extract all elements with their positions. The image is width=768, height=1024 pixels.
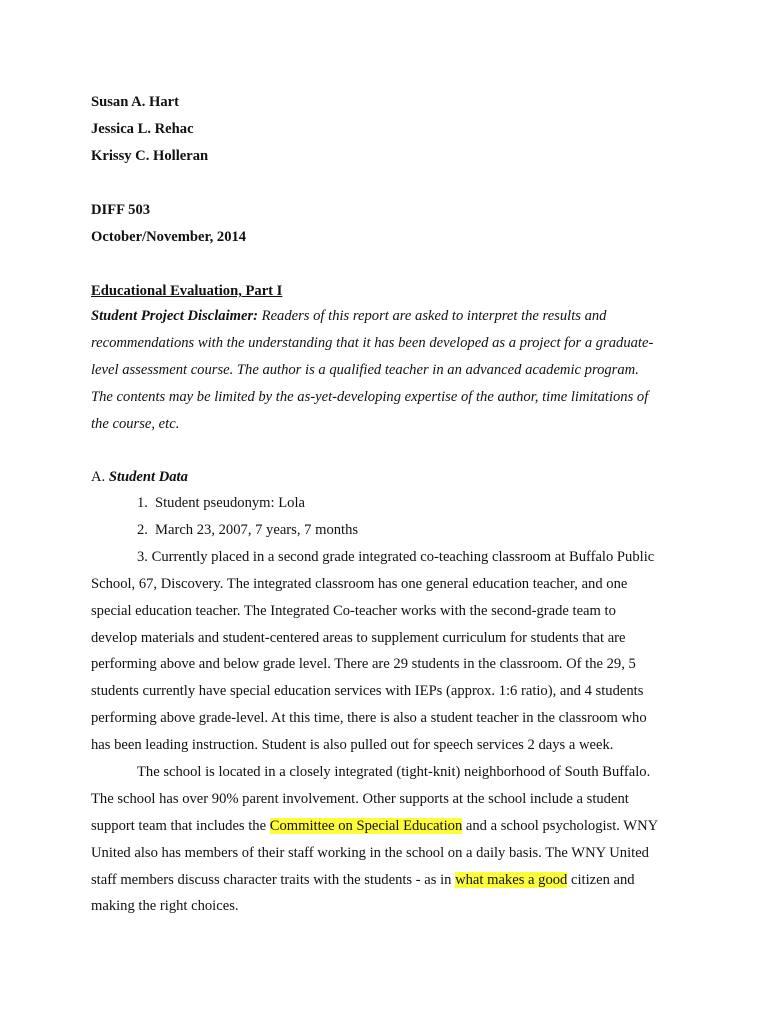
section-a-title: Student Data (108, 469, 188, 485)
report-date: October/November, 2014 (91, 229, 247, 245)
disclaimer-label: Student Project Disclaimer: (91, 308, 259, 324)
highlight-good-citizen: what makes a good (455, 872, 568, 888)
list-item-number: 2. (137, 522, 148, 538)
paragraph-1-line-3: special education teacher. The Integrated Co-teacher works with the second-grade team to (91, 603, 616, 619)
paragraph-2-line-3 (91, 817, 658, 835)
section-title: Educational Evaluation, Part I (91, 283, 283, 299)
list-item-text: March 23, 2007, 7 years, 7 months (155, 522, 359, 538)
disclaimer-text-1: Readers of this report are asked to interpret the results and (258, 308, 607, 324)
paragraph-2-line-1: The school is located in a closely integrated (tight-knit) neighborhood of South Buffalo. (137, 764, 651, 780)
section-a-heading (91, 468, 188, 486)
highlight-committee: Committee on Special Education (269, 818, 463, 834)
disclaimer-line-3: level assessment course. The author is a qualified teacher in an advanced academic program. (91, 362, 639, 378)
paragraph-1-line-8: has been leading instruction. Student is also pulled out for speech services 2 days a week. (91, 737, 614, 753)
paragraph-2-line-5-end: citizen and (567, 872, 635, 888)
list-item (137, 494, 305, 512)
author-2: Jessica L. Rehac (91, 121, 194, 137)
list-item-text: Student pseudonym: Lola (155, 495, 305, 511)
author-3: Krissy C. Holleran (91, 148, 209, 164)
course-code: DIFF 503 (91, 202, 151, 218)
paragraph-2-line-3-start: support team that includes the (91, 818, 270, 834)
paragraph-2-line-2: The school has over 90% parent involvement. Other supports at the school include a student (91, 791, 629, 807)
author-1: Susan A. Hart (91, 94, 179, 110)
disclaimer-line-1 (91, 307, 606, 325)
paragraph-2-line-3-end: and a school psychologist. WNY (462, 818, 659, 834)
disclaimer-line-5: the course, etc. (91, 416, 180, 432)
paragraph-1-line-2: School, 67, Discovery. The integrated classroom has one general education teacher, and one (91, 576, 628, 592)
paragraph-1-line-7: performing above grade-level. At this time, there is also a student teacher in the classroom who (91, 710, 647, 726)
paragraph-1-line-5: performing above and below grade level. There are 29 students in the classroom. Of the 29, 5 (91, 656, 636, 672)
disclaimer-line-4: The contents may be limited by the as-yet-developing expertise of the author, time limitations of (91, 389, 649, 405)
paragraph-1-line-6: students currently have special education services with IEPs (approx. 1:6 ratio), and 4 students (91, 683, 644, 699)
paragraph-2-line-5 (91, 871, 635, 889)
paragraph-2-line-4: United also has members of their staff working in the school on a daily basis. The WNY United (91, 845, 649, 861)
paragraph-1-line-4: develop materials and student-centered areas to supplement curriculum for students that are (91, 630, 626, 646)
paragraph-2-line-5-start: staff members discuss character traits with the students - as in (91, 872, 456, 888)
paragraph-1-line-1: 3. Currently placed in a second grade integrated co-teaching classroom at Buffalo Public (137, 549, 655, 565)
disclaimer-line-2: recommendations with the understanding that it has been developed as a project for a graduate- (91, 335, 654, 351)
list-item (137, 521, 358, 539)
section-a-letter: A. (91, 469, 109, 485)
list-item-number: 1. (137, 495, 148, 511)
paragraph-2-line-6: making the right choices. (91, 898, 239, 914)
